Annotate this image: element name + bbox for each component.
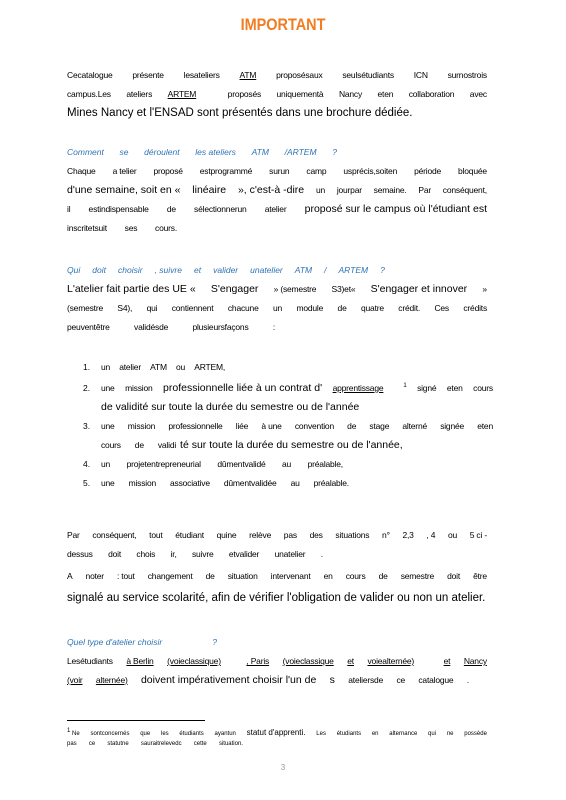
s1-line-1: Chaque a telier proposé estprogrammé surun camp usprécis,soiten période bloquée: [67, 166, 487, 176]
section-qui: [67, 261, 487, 337]
s1-line-2: d'une semaine, soit en « linéaire », c'est-à -dire un jourpar semaine. Par conséquent,: [67, 184, 487, 196]
s1-line-4: inscritetsuit ses cours.: [67, 223, 177, 233]
s2-line-2: (semestre S4), qui contiennent chacune un module de quatre crédit. Ces crédits: [67, 303, 487, 313]
section-comment: [67, 143, 487, 238]
section-heading-quel-type: Quel type d'atelier choisir ?: [67, 637, 217, 647]
credit-options-list: [83, 358, 493, 493]
page-title: IMPORTANT: [240, 15, 326, 34]
footnote-line-2: pas ce statutne sauraitrelevedc cette situation.: [67, 741, 243, 747]
list-item: 4. un projetentrepreneurial dûmentvalidé au préalable,: [83, 458, 343, 469]
list-item: 2. une mission professionnelle liée à un contrat d' apprentissage $^1$ signé eten cours: [83, 381, 493, 394]
list-item-continuation: de validité sur toute la durée du semestre ou de l'année: [101, 400, 360, 413]
footnote-line-1: $^1$ Ne sontconcernés que les étudiants ayantun statut d'apprenti. Les étudiants en alternance qui ne possède: [67, 728, 487, 737]
s3-line-1: Par conséquent, tout étudiant quine relève pas des situations n° 2,3 , 4 ou 5 ci -: [67, 530, 487, 540]
s3-line-4: signalé au service scolarité, afin de vérifier l'obligation de valider ou non un atelier.: [67, 592, 486, 604]
intro-line-1: Cecatalogue présente lesateliers ATM proposésaux seulsétudiants ICN surnostrois: [67, 70, 487, 80]
section-quel-type: [67, 633, 487, 690]
section-consequence: [67, 526, 487, 608]
section-heading-comment: Comment se déroulent les ateliers ATM /ARTEM ?: [67, 147, 337, 157]
list-item: 3. une mission professionnelle liée à une convention de stage alterné signée eten: [83, 420, 493, 431]
s1-line-3: il estindispensable de sélectionnerun atelier proposé sur le campus où l'étudiant est: [67, 203, 487, 215]
list-item: 5. une mission associative dûmentvalidée au préalable.: [83, 477, 349, 488]
s4-line-1: Lesétudiants à Berlin (voieclassique) , Paris (voieclassique et voiealternée) et Nancy: [67, 656, 487, 666]
s3-line-2: dessus doit chois ir, suivre etvalider unatelier .: [67, 549, 323, 559]
s2-line-1: L'atelier fait partie des UE « S'engager » (semestre S3)et« S'engager et innover »: [67, 283, 487, 295]
intro-line-3: Mines Nancy et l'ENSAD sont présentés dans une brochure dédiée.: [67, 107, 413, 119]
intro-paragraph: [67, 66, 487, 123]
intro-line-2: campus.Les ateliers ARTEM proposés uniquementà Nancy eten collaboration avec: [67, 89, 487, 99]
s3-line-3: A noter : tout changement de situation intervenant en cours de semestre doit être: [67, 571, 487, 581]
page-number: 3: [280, 763, 286, 772]
section-heading-qui: Qui doit choisir , suivre et valider unatelier ATM / ARTEM ?: [67, 265, 385, 275]
footnote-separator: [67, 720, 205, 721]
list-item-continuation: cours de validi té sur toute la durée du semestre ou de l'année,: [101, 438, 403, 451]
footnote: [67, 726, 487, 749]
list-item: 1. un atelier ATM ou ARTEM,: [83, 362, 225, 372]
s2-line-3: peuventêtre validésde plusieursfaçons :: [67, 322, 275, 332]
s4-line-2: (voir alternée) doivent impérativement choisir l'un de s ateliersde ce catalogue .: [67, 674, 469, 686]
